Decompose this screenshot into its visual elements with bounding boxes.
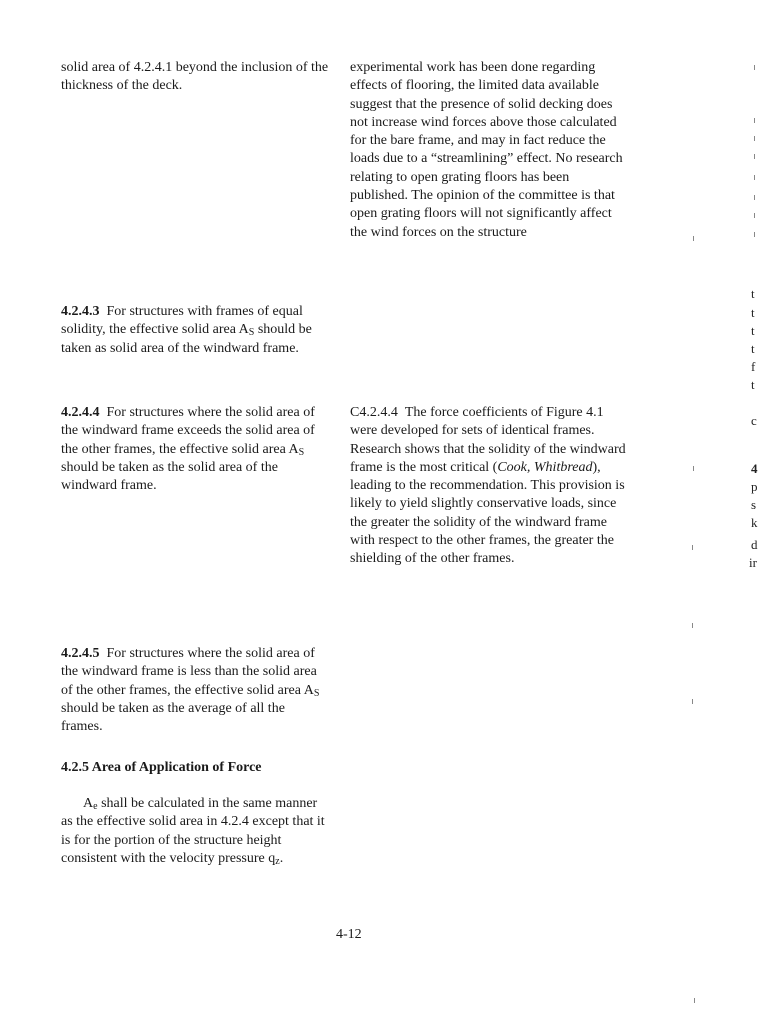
subscript: S [298,446,305,458]
paragraph-4-2-5 [61,795,327,868]
paragraph-text: solid area of 4.2.4.1 beyond the inclusion of the thickness of the deck. [61,60,329,94]
subscript: S [248,327,255,339]
edge-fragment: d [751,537,758,552]
scan-speck [693,466,694,471]
edge-fragment: t [751,341,755,356]
scan-speck [754,232,755,237]
edge-fragment: f [751,359,756,374]
edge-fragment: t [751,286,755,301]
section-text: For structures where the solid area of the windward frame exceeds the solid area of the other frames, the effective solid area A [61,405,315,457]
scan-speck [754,175,755,180]
commentary-text: The force coefficients of Figure 4.1 were developed for sets of identical frames. Research shows that the solidity of the windward frame is the most critical ( [350,405,626,475]
section-number: 4.2.4.3 [61,304,100,319]
edge-fragment: 4 [751,461,758,476]
paragraph-continuation-left [61,59,333,96]
section-4-2-4-3 [61,303,326,358]
subscript: e [93,801,98,812]
scan-speck [754,118,755,123]
scan-speck [754,195,755,200]
edge-fragment: ir [749,555,757,570]
paragraph-continuation-right [350,59,630,242]
section-text: should be taken as solid area of the windward frame. [61,322,312,356]
scan-speck [754,65,755,70]
commentary-c4-2-4-4 [350,404,628,569]
section-heading-4-2-5 [61,759,346,777]
heading-text: 4.2.5 Area of Application of Force [61,760,262,775]
edge-fragment: c [751,413,757,428]
subscript: S [313,687,320,699]
scan-speck [692,623,693,628]
edge-fragment: s [751,497,757,512]
page-number: 4-12 [336,927,362,942]
edge-fragment: t [751,323,755,338]
section-text: should be taken as the solid area of the windward frame. [61,459,278,494]
scan-speck [692,545,693,550]
scan-speck [754,154,755,159]
edge-fragment: t [751,305,755,320]
paragraph-text: . [279,850,284,866]
section-4-2-4-4 [61,404,333,495]
section-number: 4.2.4.4 [61,405,100,420]
scan-speck [693,236,694,241]
commentary-number: C4.2.4.4 [350,405,398,420]
paragraph-text: experimental work has been done regarding effects of flooring, the limited data available suggest that the presence of solid decking does not increase wind forces above those calculated for the bare frame, and may in fact reduce the loads due to a “streamlining” effect. No research relating to open grating floors has been published. The opinion of the committee is that open grating floors will not significantly affect the wind forces on the structure [350,60,623,240]
edge-fragment: k [751,515,758,530]
scan-speck [754,136,755,141]
paragraph-text: A [83,796,94,811]
edge-fragment: t [751,377,755,392]
commentary-text: ), leading to the recommendation. This provision is likely to yield slightly conservative loads, since the greater the solidity of the windward frame with respect to the other frames, the greater the shielding of the other frames. [350,459,625,567]
edge-fragment: p [751,479,758,494]
section-text: For structures with frames of equal solidity, the effective solid area A [61,304,303,338]
scan-speck [694,998,695,1003]
scan-speck [754,213,755,218]
scan-speck [692,699,693,704]
section-4-2-4-5 [61,645,323,736]
paragraph-text: shall be calculated in the same manner as the effective solid area in 4.2.4 except that it is for the portion of the structure height consistent with the velocity pressure q [61,796,325,866]
section-number: 4.2.4.5 [61,646,100,661]
section-text: For structures where the solid area of the windward frame is less than the solid area of the other frames, the effective solid area A [61,646,317,698]
section-text: should be taken as the average of all the frames. [61,700,285,735]
citation: Cook, Whitbread [497,459,593,475]
subscript: z [275,855,280,867]
